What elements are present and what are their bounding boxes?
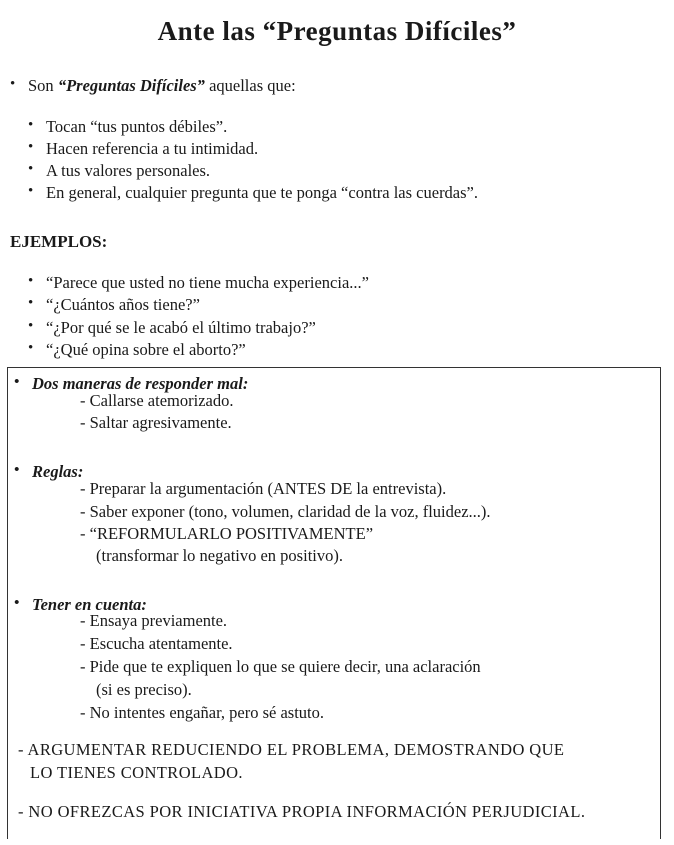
rules-item: - Saber exponer (tono, volumen, claridad de la voz, fluidez...). bbox=[80, 502, 491, 521]
closing-line: LO TIENES CONTROLADO. bbox=[30, 763, 243, 782]
keep-item: (si es preciso). bbox=[96, 680, 192, 699]
closing-line: - NO OFREZCAS POR INICIATIVA PROPIA INFORMACIÓN PERJUDICIAL. bbox=[18, 802, 586, 821]
bad-item: - Callarse atemorizado. bbox=[80, 391, 234, 410]
intro-line bbox=[28, 76, 296, 96]
intro-item: • En general, cualquier pregunta que te ponga “contra las cuerdas”. bbox=[46, 183, 478, 203]
intro-item: • A tus valores personales. bbox=[46, 161, 210, 181]
example-item: • “¿Por qué se le acabó el último trabajo?” bbox=[46, 318, 316, 338]
rules-item: (transformar lo negativo en positivo). bbox=[96, 546, 343, 565]
keep-item: - Ensaya previamente. bbox=[80, 611, 228, 630]
keep-item: - Pide que te expliquen lo que se quiere decir, una aclaración bbox=[80, 657, 481, 676]
example-item: • “¿Cuántos años tiene?” bbox=[46, 295, 200, 315]
keep-heading: • Tener en cuenta: bbox=[32, 595, 147, 615]
keep-item: - Escucha atentamente. bbox=[80, 634, 233, 653]
intro-item: • Tocan “tus puntos débiles”. bbox=[46, 117, 227, 137]
intro-item: • Hacen referencia a tu intimidad. bbox=[46, 139, 258, 159]
rules-item: - “REFORMULARLO POSITIVAMENTE” bbox=[80, 524, 374, 543]
bad-item: - Saltar agresivamente. bbox=[80, 413, 232, 432]
closing-line: - ARGUMENTAR REDUCIENDO EL PROBLEMA, DEMOSTRANDO QUE bbox=[18, 740, 565, 759]
rules-item: - Preparar la argumentación (ANTES DE la entrevista). bbox=[80, 479, 447, 498]
intro-prefix: Son bbox=[28, 76, 58, 95]
examples-heading: EJEMPLOS: bbox=[10, 232, 108, 251]
intro-suffix: aquellas que: bbox=[204, 76, 296, 95]
example-item: • “Parece que usted no tiene mucha experiencia...” bbox=[46, 273, 369, 293]
intro-emphasis: “Preguntas Difíciles” bbox=[57, 76, 205, 95]
keep-item: - No intentes engañar, pero sé astuto. bbox=[80, 703, 325, 722]
rules-heading: • Reglas: bbox=[32, 462, 83, 482]
bad-heading: • Dos maneras de responder mal: bbox=[32, 374, 248, 394]
page-title: Ante las “Preguntas Difíciles” bbox=[157, 16, 517, 46]
example-item: • “¿Qué opina sobre el aborto?” bbox=[46, 340, 246, 360]
